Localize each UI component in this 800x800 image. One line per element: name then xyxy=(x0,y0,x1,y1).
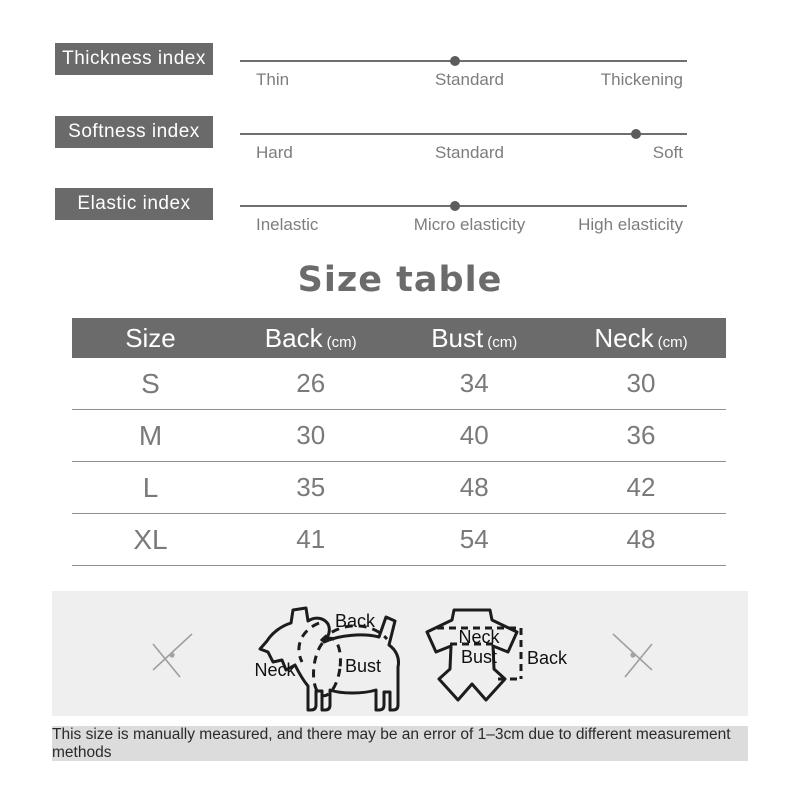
table-row-xl xyxy=(72,514,726,566)
cell-bust: 54 xyxy=(459,524,489,554)
cell-size: S xyxy=(141,367,160,399)
table-row-l xyxy=(72,462,726,514)
softness-scale xyxy=(240,116,687,166)
col-header-neck: Neck (cm) xyxy=(594,322,688,353)
cell-bust: 48 xyxy=(459,472,489,502)
elastic-index-label: Elastic index xyxy=(55,188,213,220)
col-header-size: Size xyxy=(125,322,176,353)
softness-index-row xyxy=(0,116,800,178)
cell-back: 41 xyxy=(296,524,326,554)
garment-back-label: Back xyxy=(526,648,568,668)
table-row-m xyxy=(72,410,726,462)
softness-index-label: Softness index xyxy=(55,116,213,148)
softness-option-soft: Soft xyxy=(652,143,683,162)
thickness-scale-line xyxy=(240,60,687,62)
dog-bust-label: Bust xyxy=(344,656,382,676)
cell-back: 35 xyxy=(296,472,326,502)
thickness-index-row xyxy=(0,43,800,105)
elastic-index-row xyxy=(0,188,800,250)
cell-size: XL xyxy=(133,523,168,555)
thickness-option-standard: Standard xyxy=(434,70,504,89)
cell-bust: 40 xyxy=(459,420,489,450)
size-table-header xyxy=(72,318,726,358)
elastic-option-micro: Micro elasticity xyxy=(413,215,526,234)
elastic-scale xyxy=(240,188,687,238)
garment-neck-label: Neck xyxy=(458,627,500,647)
measurement-diagram-band xyxy=(52,591,748,716)
cell-neck: 36 xyxy=(626,420,656,450)
softness-scale-dot xyxy=(631,129,641,139)
size-table-title: Size table xyxy=(297,260,503,300)
elastic-option-high: High elasticity xyxy=(578,215,683,234)
softness-scale-options xyxy=(240,143,687,163)
table-row-s xyxy=(72,358,726,410)
thickness-scale-dot xyxy=(450,56,460,66)
elastic-option-inelastic: Inelastic xyxy=(256,215,319,234)
thickness-index-label: Thickness index xyxy=(55,43,213,75)
divider-ornament-right-icon xyxy=(607,629,659,681)
softness-scale-line xyxy=(240,133,687,135)
dog-back-label: Back xyxy=(334,611,376,631)
cell-neck: 30 xyxy=(626,368,656,398)
cell-back: 26 xyxy=(296,368,326,398)
cell-neck: 42 xyxy=(626,472,656,502)
cell-back: 30 xyxy=(296,420,326,450)
cell-bust: 34 xyxy=(459,368,489,398)
elastic-scale-dot xyxy=(450,201,460,211)
cell-size: M xyxy=(138,419,163,451)
softness-option-standard: Standard xyxy=(434,143,504,162)
garment-bust-label: Bust xyxy=(460,647,498,667)
softness-option-hard: Hard xyxy=(256,143,293,162)
dog-neck-label: Neck xyxy=(254,660,296,680)
cell-neck: 48 xyxy=(626,524,656,554)
col-header-back: Back (cm) xyxy=(264,322,357,353)
measurement-disclaimer: This size is manually measured, and there may be an error of 1–3cm due to different measurement methods xyxy=(52,726,748,761)
divider-ornament-left-icon xyxy=(146,629,198,681)
col-header-bust: Bust (cm) xyxy=(431,322,518,353)
elastic-scale-line xyxy=(240,205,687,207)
cell-size: L xyxy=(142,471,159,503)
size-table xyxy=(72,318,726,566)
elastic-scale-options xyxy=(240,215,687,235)
thickness-scale-options xyxy=(240,70,687,90)
thickness-scale xyxy=(240,43,687,93)
thickness-option-thickening: Thickening xyxy=(600,70,683,89)
thickness-option-thin: Thin xyxy=(256,70,290,89)
